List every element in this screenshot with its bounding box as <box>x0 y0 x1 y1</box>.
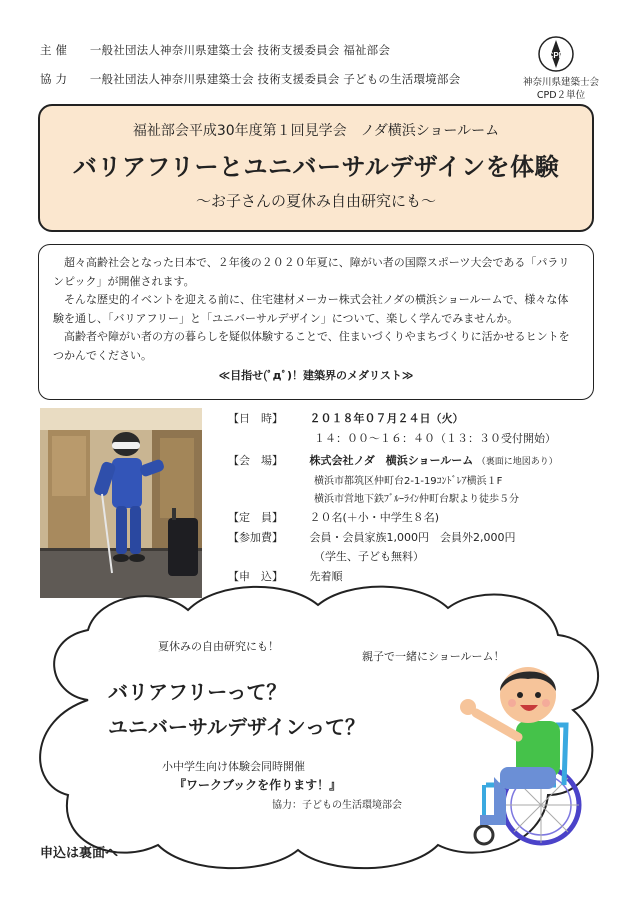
cloud-event: 小中学生向け体験会同時開催 <box>162 760 305 773</box>
cooperation-value: 一般社団法人神奈川県建築士会 技術支援委員会 子どもの生活環境部会 <box>89 72 461 86</box>
fee-note: （学生、子ども無料） <box>314 550 424 563</box>
cpd-logo-icon <box>536 34 576 74</box>
venue-label: 【会 場】 <box>228 454 283 467</box>
organizer-value: 一般社団法人神奈川県建築士会 技術支援委員会 福祉部会 <box>89 43 391 57</box>
capacity-value: ２０名(＋小・中学生８名) <box>309 511 440 524</box>
intro-slogan: ≪目指せ(ﾟдﾟ)！建築界のメダリスト≫ <box>218 369 414 382</box>
venue-row <box>228 452 558 468</box>
cpd-info <box>516 76 606 102</box>
cloud-workbook: 『ワークブックを作ります！』 <box>174 778 342 792</box>
event-title: バリアフリーとユニバーサルデザインを体験 <box>72 153 560 181</box>
venue-value: 株式会社ノダ 横浜ショールーム <box>309 454 474 467</box>
fee-row <box>228 529 515 545</box>
capacity-label: 【定 員】 <box>228 511 283 524</box>
intro-paragraph-1: 超々高齢社会となった日本で、２年後の２０２０年夏に、障がい者の国際スポーツ大会である「パラリンピック」が開催されます。 <box>53 256 570 288</box>
date-row <box>228 410 464 426</box>
venue-access: 横浜市営地下鉄ﾌﾞﾙｰﾗｲﾝ仲町台駅より徒歩５分 <box>314 494 519 505</box>
intro-paragraph-2: そんな歴史的イベントを迎える前に、住宅建材メーカー株式会社ノダの横浜ショールームで、様々な体験を通し、「バリアフリー」と「ユニバーサルデザイン」について、楽しく学んでみませんか。 <box>53 293 569 325</box>
venue-note: （裏面に地図あり） <box>476 457 558 467</box>
cooperation-row <box>40 71 460 87</box>
fee-label: 【参加費】 <box>228 531 283 544</box>
organizer-row <box>40 42 390 58</box>
capacity-row <box>228 509 439 525</box>
showroom-photo <box>40 408 202 598</box>
intro-paragraph-3: 高齢者や障がい者の方の暮らしを疑似体験することで、住まいづくりやまちづくりに活かせるヒントをつかんでください。 <box>53 330 570 362</box>
intro-box <box>38 244 594 400</box>
date-label: 【日 時】 <box>228 412 283 425</box>
cloud-question-2: ユニバーサルデザインって？ <box>108 715 365 739</box>
cooperation-label: 協 力 <box>40 72 68 86</box>
apply-value: 先着順 <box>309 570 343 583</box>
cloud-left-note: 夏休みの自由研究にも！ <box>158 640 279 653</box>
cloud-right-note: 親子で一緒にショールーム！ <box>362 650 505 663</box>
cloud-coop: 協力：子どもの生活環境部会 <box>272 800 402 811</box>
cloud-question-1: バリアフリーって？ <box>108 680 287 704</box>
cpd-units: CPD２単位 <box>536 90 586 101</box>
apply-label: 【申 込】 <box>228 570 283 583</box>
event-subtitle: 福祉部会平成30年度第１回見学会 ノダ横浜ショールーム <box>132 123 500 139</box>
title-box <box>38 104 594 232</box>
apply-note-footer: 申込は裏面へ <box>40 846 119 861</box>
cpd-logo-text: CPD <box>547 51 565 60</box>
venue-address: 横浜市都筑区仲町台2-1-19ｺﾝﾄﾞﾚｱ横浜１F <box>314 476 503 487</box>
fee-value: 会員・会員家族1,000円 会員外2,000円 <box>309 531 516 544</box>
wheelchair-boy-illustration <box>446 655 596 850</box>
time-value: １４：００～１６：４０（１３：３０受付開始） <box>314 432 556 445</box>
cpd-org: 神奈川県建築士会 <box>522 77 599 88</box>
date-value: ２０１８年０７月２４日（火） <box>309 412 464 425</box>
organizer-label: 主 催 <box>40 43 68 57</box>
event-tagline: ～お子さんの夏休み自由研究にも～ <box>195 192 436 210</box>
